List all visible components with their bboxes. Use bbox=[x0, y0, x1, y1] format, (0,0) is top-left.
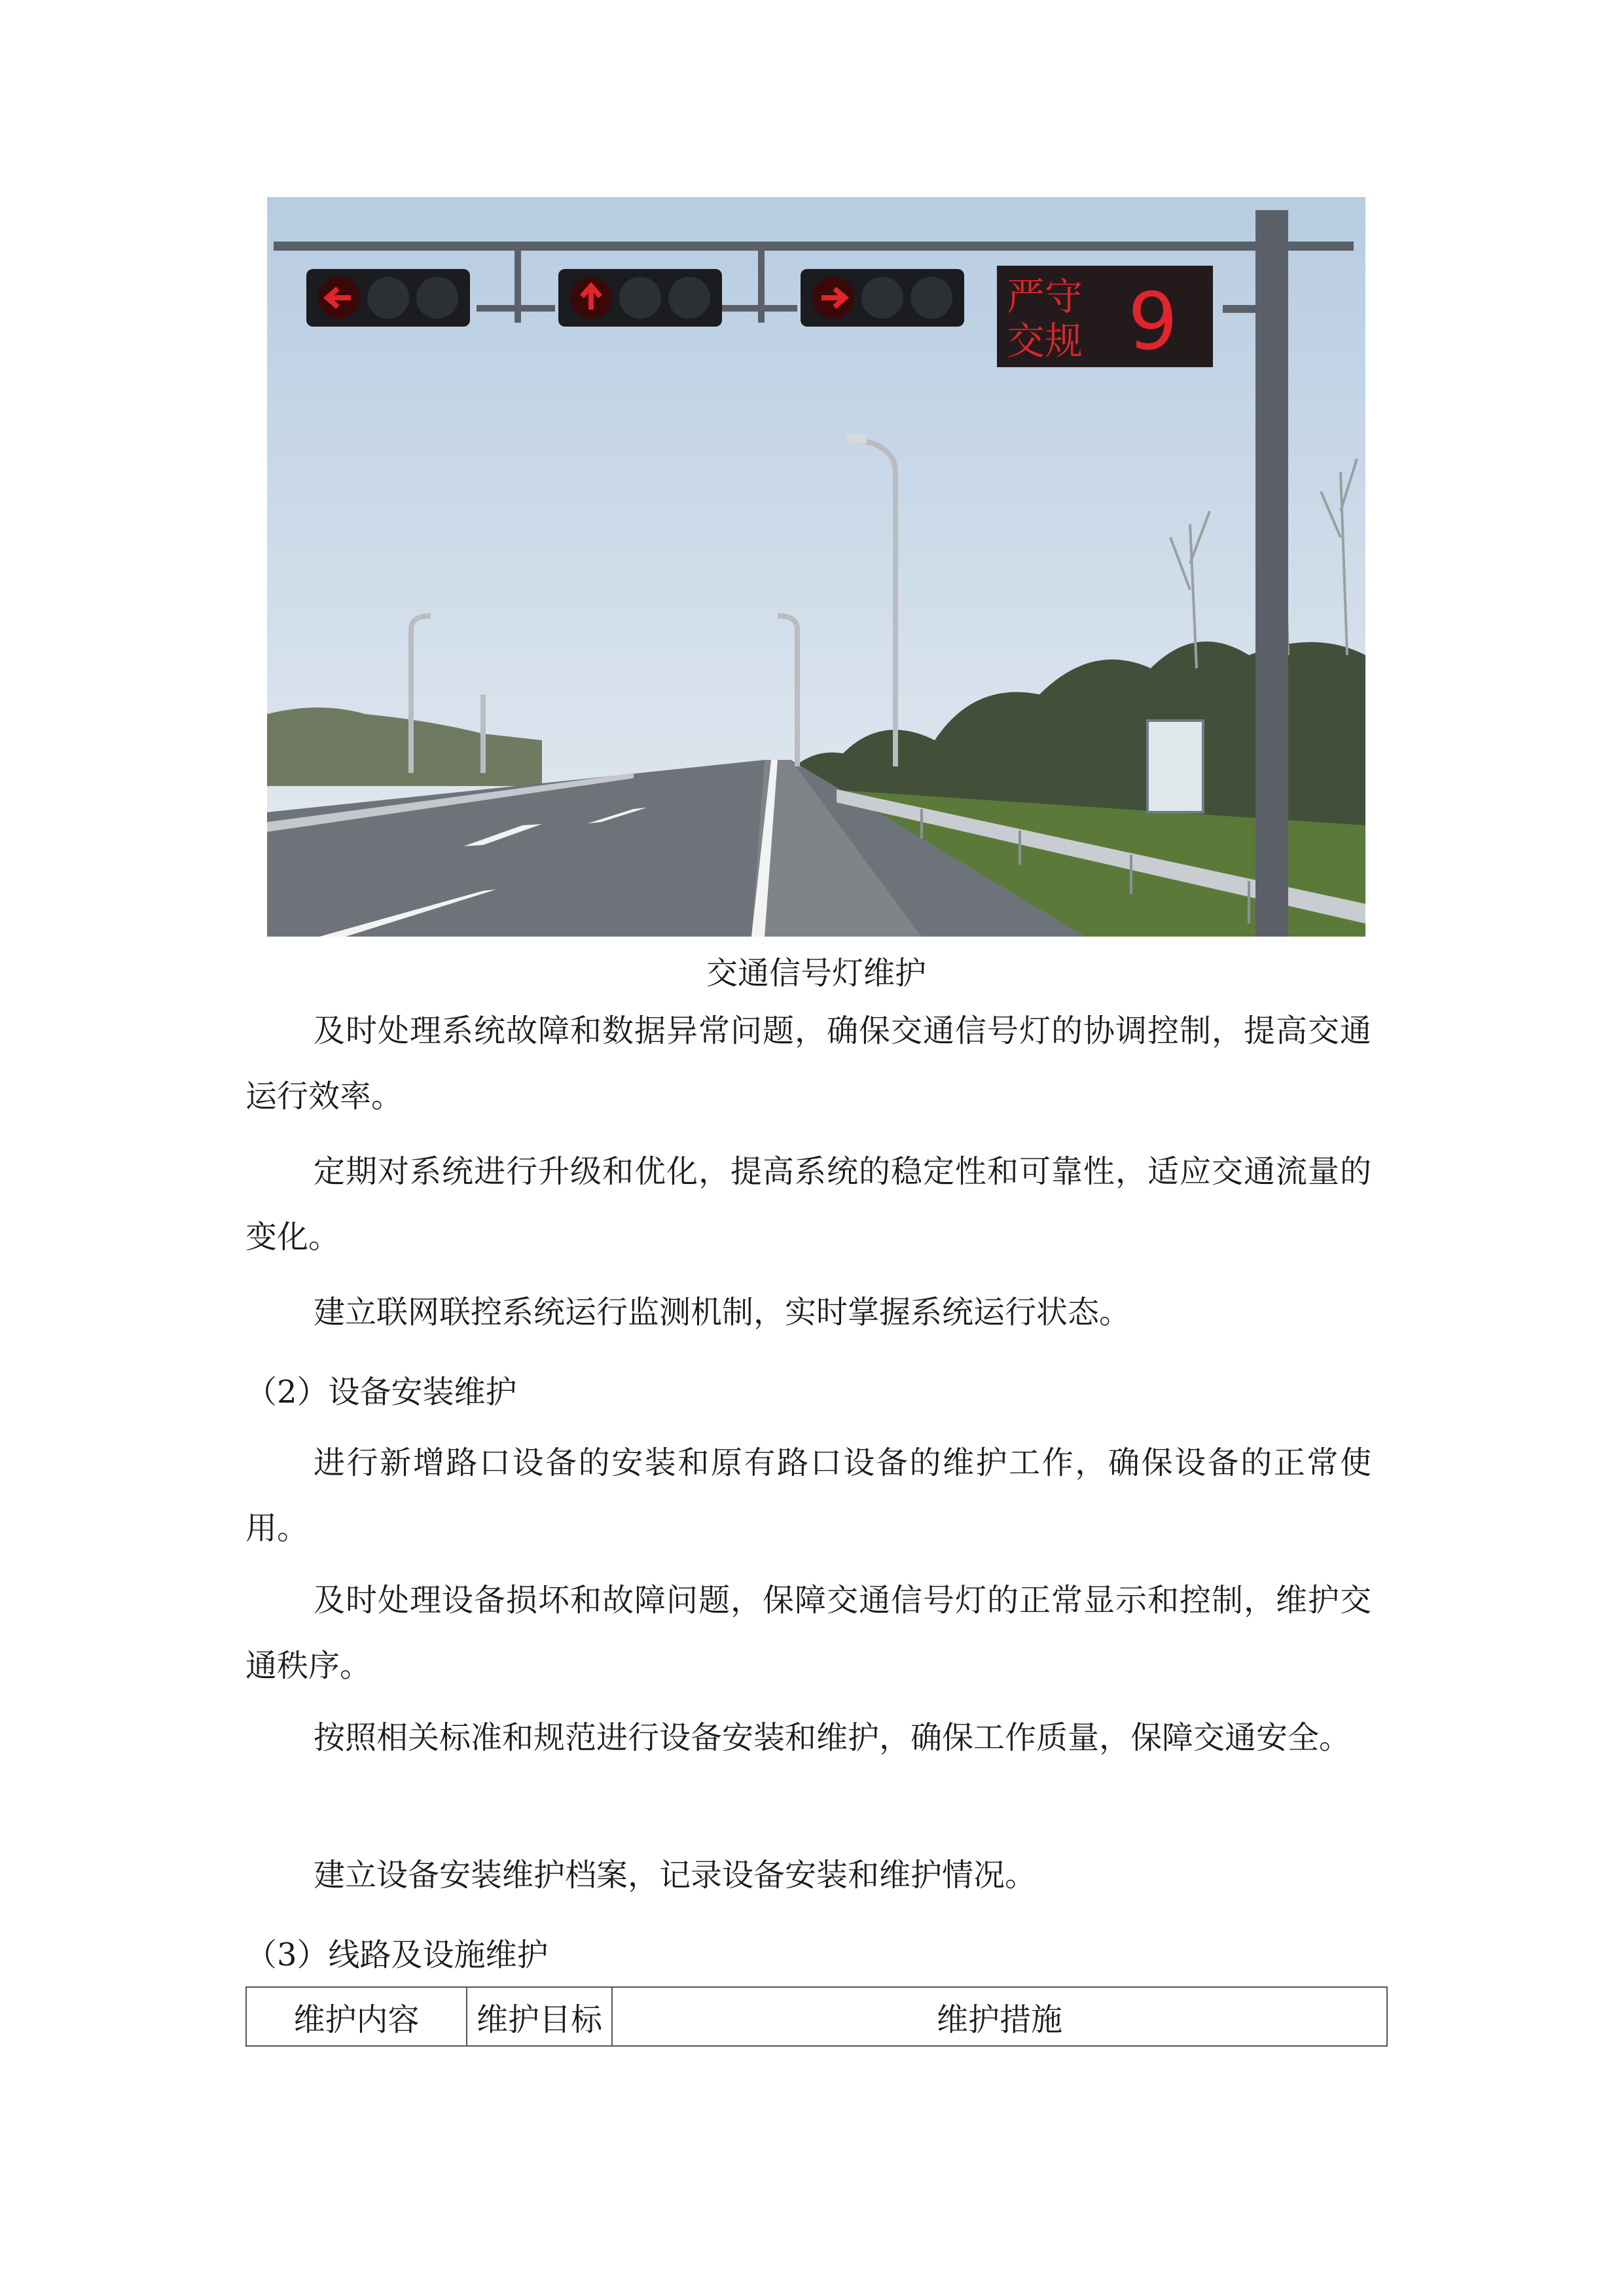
sign-text-line2: 交规 bbox=[1007, 319, 1083, 363]
section-2-heading: （2）设备安装维护 bbox=[245, 1374, 517, 1410]
traffic-signal-illustration bbox=[267, 197, 1365, 937]
paragraph-3: 建立联网联控系统运行监测机制，实时掌握系统运行状态。 bbox=[314, 1294, 1131, 1331]
section-2-paragraph-3: 按照相关标准和规范进行设备安装和维护，确保工作质量，保障交通安全。 bbox=[314, 1719, 1351, 1756]
figure-caption: 交通信号灯维护 bbox=[706, 955, 926, 992]
sign-text-line1: 严守 bbox=[1007, 274, 1083, 319]
section-2-paragraph-1: 进行新增路口设备的安装和原有路口设备的维护工作，确保设备的正常使用。 bbox=[245, 1444, 1371, 1547]
signal-head-straight bbox=[558, 269, 722, 327]
led-sign bbox=[997, 266, 1213, 368]
paragraph-2: 定期对系统进行升级和优化，提高系统的稳定性和可靠性，适应交通流量的变化。 bbox=[245, 1153, 1371, 1255]
paragraph-1: 及时处理系统故障和数据异常问题，确保交通信号灯的协调控制，提高交通运行效率。 bbox=[245, 1013, 1371, 1115]
roadside-sign bbox=[1147, 721, 1203, 812]
header-maintenance-goal: 维护目标 bbox=[467, 1987, 612, 2046]
countdown-number: 9 bbox=[1128, 277, 1178, 368]
cross-arm bbox=[274, 242, 1354, 251]
maintenance-table bbox=[245, 1986, 1388, 2047]
signal-head-right bbox=[801, 269, 964, 327]
table-header-row bbox=[246, 1987, 1387, 2046]
signal-head-left bbox=[306, 269, 470, 327]
section-2-paragraph-2: 及时处理设备损坏和故障问题，保障交通信号灯的正常显示和控制，维护交通秩序。 bbox=[245, 1582, 1371, 1684]
lamp-head bbox=[847, 434, 867, 443]
header-maintenance-content: 维护内容 bbox=[246, 1987, 467, 2046]
traffic-signal-photo bbox=[267, 197, 1365, 937]
section-3-heading: （3）线路及设施维护 bbox=[245, 1937, 549, 1973]
section-2-paragraph-4: 建立设备安装维护档案，记录设备安装和维护情况。 bbox=[314, 1857, 1037, 1893]
main-pole bbox=[1255, 210, 1288, 937]
header-maintenance-measures: 维护措施 bbox=[612, 1987, 1387, 2046]
